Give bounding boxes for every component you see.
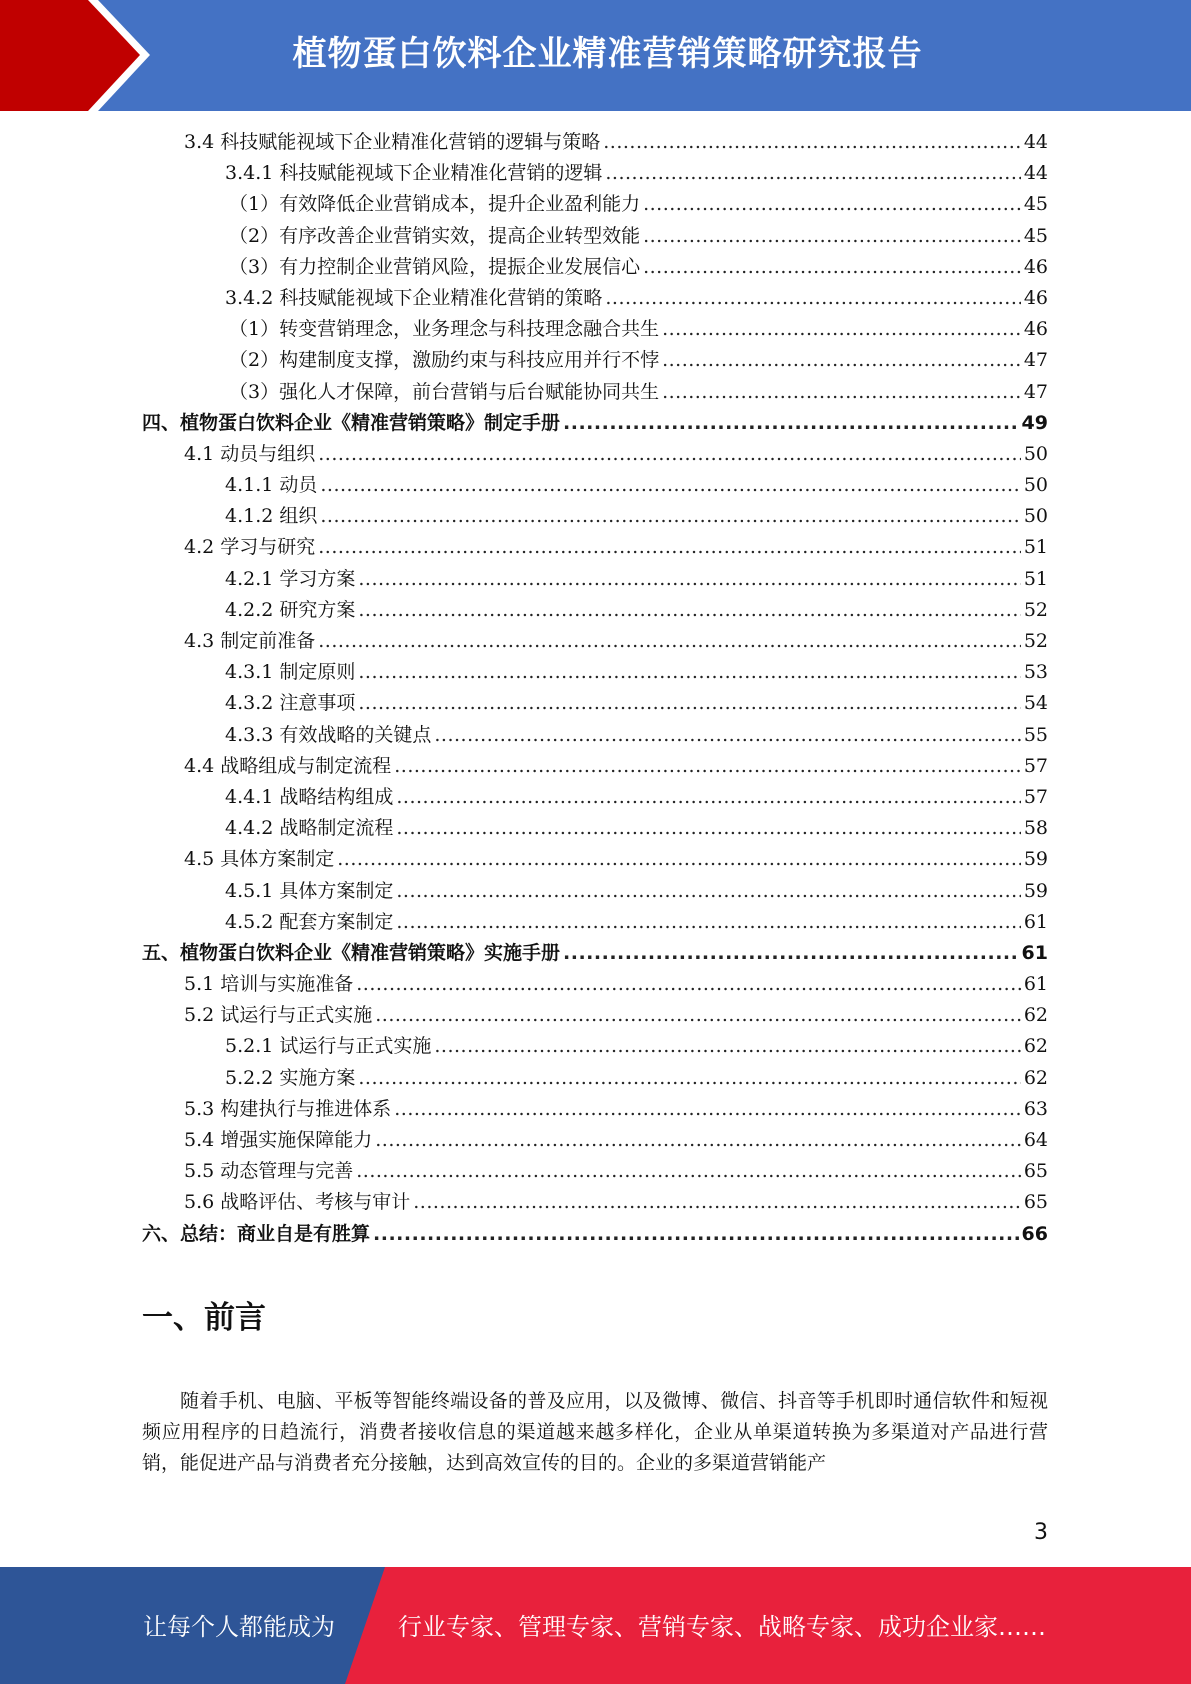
toc-entry-label: 5.1 培训与实施准备 — [184, 973, 354, 996]
toc-entry-label: 5.2 试运行与正式实施 — [184, 1004, 373, 1027]
toc-entry-page: 49 — [1021, 411, 1048, 434]
toc-dot-leader — [358, 688, 1020, 719]
toc-entry[interactable] — [142, 532, 1048, 563]
toc-entry-page: 59 — [1023, 879, 1048, 902]
toc-entry-label: （3）有力控制企业营销风险，提振企业发展信心 — [229, 255, 641, 278]
toc-dot-leader — [603, 127, 1021, 158]
footer-slogan-left: 让每个人都能成为 — [143, 1613, 335, 1641]
toc-entry[interactable] — [142, 1219, 1048, 1250]
toc-dot-leader — [662, 314, 1021, 345]
toc-entry[interactable] — [142, 782, 1048, 813]
toc-dot-leader — [320, 501, 1020, 532]
toc-entry[interactable] — [142, 626, 1048, 657]
toc-entry[interactable] — [142, 470, 1048, 501]
toc-entry-label: （2）构建制度支撑，激励约束与科技应用并行不悖 — [229, 349, 660, 372]
toc-entry[interactable] — [142, 1156, 1048, 1187]
toc-entry-page: 62 — [1023, 1066, 1048, 1089]
toc-entry-page: 50 — [1023, 505, 1048, 528]
toc-dot-leader — [337, 844, 1021, 875]
toc-entry-page: 52 — [1023, 630, 1048, 652]
toc-entry[interactable] — [142, 408, 1048, 439]
toc-entry-label: 4.1.1 动员 — [225, 474, 318, 497]
toc-entry-page: 46 — [1023, 286, 1048, 309]
toc-entry-label: 4.3 制定前准备 — [184, 630, 316, 652]
section-heading: 一、前言 — [142, 1300, 266, 1336]
toc-entry-label: 4.2 学习与研究 — [184, 536, 316, 559]
toc-entry[interactable] — [142, 439, 1048, 470]
toc-entry[interactable] — [142, 252, 1048, 283]
toc-dot-leader — [605, 283, 1020, 314]
toc-entry-page: 47 — [1023, 349, 1048, 372]
toc-entry-page: 65 — [1023, 1160, 1048, 1183]
toc-entry[interactable] — [142, 564, 1048, 595]
toc-entry-label: 3.4.1 科技赋能视域下企业精准化营销的逻辑 — [225, 162, 603, 185]
toc-entry[interactable] — [142, 221, 1048, 252]
toc-entry-label: 5.4 增强实施保障能力 — [184, 1129, 373, 1151]
toc-dot-leader — [563, 938, 1019, 969]
toc-dot-leader — [643, 189, 1021, 220]
page-footer — [0, 1567, 1191, 1684]
toc-entry[interactable] — [142, 907, 1048, 938]
toc-entry-label: （2）有序改善企业营销实效，提高企业转型效能 — [229, 224, 641, 247]
toc-dot-leader — [375, 1000, 1021, 1031]
page-header — [0, 0, 1191, 111]
toc-entry-label: 4.2.1 学习方案 — [225, 567, 356, 590]
toc-dot-leader — [358, 657, 1020, 688]
toc-dot-leader — [318, 439, 1021, 470]
toc-entry-page: 46 — [1023, 318, 1048, 341]
toc-dot-leader — [320, 470, 1020, 501]
toc-entry[interactable] — [142, 127, 1048, 158]
toc-entry[interactable] — [142, 189, 1048, 220]
toc-entry-label: 3.4 科技赋能视域下企业精准化营销的逻辑与策略 — [184, 131, 601, 153]
toc-entry[interactable] — [142, 969, 1048, 1000]
toc-entry[interactable] — [142, 813, 1048, 844]
toc-entry[interactable] — [142, 377, 1048, 408]
toc-entry-page: 63 — [1023, 1097, 1048, 1120]
toc-entry-label: 4.1 动员与组织 — [184, 442, 316, 465]
toc-dot-leader — [375, 1125, 1021, 1156]
toc-entry-label: 5.6 战略评估、考核与审计 — [184, 1191, 411, 1214]
toc-entry-page: 47 — [1023, 380, 1048, 403]
toc-entry-page: 45 — [1023, 224, 1048, 247]
toc-dot-leader — [605, 158, 1020, 189]
toc-entry-page: 44 — [1023, 131, 1048, 153]
toc-entry-label: 4.2.2 研究方案 — [225, 598, 356, 621]
toc-entry-page: 66 — [1021, 1222, 1048, 1245]
toc-dot-leader — [394, 751, 1021, 782]
toc-dot-leader — [643, 252, 1021, 283]
page-number: 3 — [1034, 1520, 1048, 1545]
toc-entry[interactable] — [142, 1125, 1048, 1156]
toc-entry[interactable] — [142, 844, 1048, 875]
toc-entry-page: 54 — [1023, 692, 1048, 715]
toc-dot-leader — [396, 813, 1020, 844]
toc-entry-page: 59 — [1023, 848, 1048, 871]
body-paragraph: 随着手机、电脑、平板等智能终端设备的普及应用，以及微博、微信、抖音等手机即时通信软件和短视频应用程序的日趋流行，消费者接收信息的渠道越来越多样化，企业从单渠道转换为多渠道对产品进行营销，能促进产品与消费者充分接触，达到高效宣传的目的。企业的多渠道营销能产 — [142, 1390, 1048, 1474]
toc-entry-label: 4.4.2 战略制定流程 — [225, 817, 394, 840]
toc-entry-page: 62 — [1023, 1004, 1048, 1027]
toc-dot-leader — [662, 345, 1021, 376]
toc-entry-label: （3）强化人才保障，前台营销与后台赋能协同共生 — [229, 380, 660, 403]
toc-entry-label: 四、植物蛋白饮料企业《精准营销策略》制定手册 — [142, 411, 561, 434]
toc-dot-leader — [434, 1031, 1020, 1062]
toc-entry-page: 61 — [1023, 910, 1048, 933]
toc-entry[interactable] — [142, 1063, 1048, 1094]
toc-entry[interactable] — [142, 657, 1048, 688]
toc-entry-page: 57 — [1023, 754, 1048, 777]
toc-dot-leader — [318, 626, 1021, 657]
toc-entry-label: 4.3.3 有效战略的关键点 — [225, 723, 432, 746]
toc-entry-label: 4.4.1 战略结构组成 — [225, 785, 394, 808]
toc-entry[interactable] — [142, 1094, 1048, 1125]
toc-entry-label: 4.4 战略组成与制定流程 — [184, 754, 392, 777]
table-of-contents — [142, 127, 1048, 1250]
toc-entry-page: 51 — [1023, 567, 1048, 590]
toc-dot-leader — [662, 377, 1021, 408]
toc-dot-leader — [358, 595, 1020, 626]
toc-entry[interactable] — [142, 283, 1048, 314]
toc-entry[interactable] — [142, 1000, 1048, 1031]
toc-entry[interactable] — [142, 595, 1048, 626]
toc-entry[interactable] — [142, 688, 1048, 719]
toc-entry-label: 5.3 构建执行与推进体系 — [184, 1097, 392, 1120]
toc-dot-leader — [373, 1219, 1019, 1250]
toc-entry-page: 50 — [1023, 474, 1048, 497]
toc-entry-page: 44 — [1023, 162, 1048, 185]
toc-entry[interactable] — [142, 314, 1048, 345]
toc-entry[interactable] — [142, 1187, 1048, 1218]
toc-entry-page: 52 — [1023, 598, 1048, 621]
toc-entry-label: 4.1.2 组织 — [225, 505, 318, 528]
toc-entry-label: 5.2.2 实施方案 — [225, 1066, 356, 1089]
toc-entry-label: 4.3.2 注意事项 — [225, 692, 356, 715]
toc-dot-leader — [396, 876, 1020, 907]
toc-entry-label: 五、植物蛋白饮料企业《精准营销策略》实施手册 — [142, 941, 561, 964]
toc-entry-label: 5.5 动态管理与完善 — [184, 1160, 354, 1183]
toc-entry-page: 45 — [1023, 193, 1048, 216]
toc-entry-label: 4.5 具体方案制定 — [184, 848, 335, 871]
toc-dot-leader — [396, 907, 1020, 938]
toc-entry-page: 55 — [1023, 723, 1048, 746]
toc-dot-leader — [396, 782, 1020, 813]
toc-entry-label: 4.5.2 配套方案制定 — [225, 910, 394, 933]
toc-dot-leader — [434, 720, 1020, 751]
toc-entry[interactable] — [142, 1031, 1048, 1062]
toc-entry[interactable] — [142, 501, 1048, 532]
footer-slogan-right: 行业专家、管理专家、营销专家、战略专家、成功企业家…… — [398, 1613, 1046, 1641]
toc-dot-leader — [413, 1187, 1021, 1218]
toc-entry-page: 46 — [1023, 255, 1048, 278]
toc-dot-leader — [394, 1094, 1021, 1125]
toc-entry[interactable] — [142, 938, 1048, 969]
toc-entry-label: 3.4.2 科技赋能视域下企业精准化营销的策略 — [225, 286, 603, 309]
toc-entry[interactable] — [142, 751, 1048, 782]
toc-dot-leader — [318, 532, 1021, 563]
toc-entry-page: 65 — [1023, 1191, 1048, 1214]
toc-entry-page: 50 — [1023, 442, 1048, 465]
toc-dot-leader — [563, 408, 1019, 439]
document-title: 植物蛋白饮料企业精准营销策略研究报告 — [292, 34, 923, 74]
toc-entry-page: 57 — [1023, 785, 1048, 808]
toc-entry-page: 64 — [1023, 1129, 1048, 1151]
toc-entry-page: 58 — [1023, 817, 1048, 840]
toc-dot-leader — [356, 1156, 1021, 1187]
toc-dot-leader — [358, 1063, 1020, 1094]
toc-entry-label: 5.2.1 试运行与正式实施 — [225, 1035, 432, 1058]
toc-entry-label: （1）有效降低企业营销成本，提升企业盈利能力 — [229, 193, 641, 216]
toc-entry-page: 61 — [1023, 973, 1048, 996]
toc-entry[interactable] — [142, 158, 1048, 189]
toc-dot-leader — [643, 221, 1021, 252]
toc-entry-label: （1）转变营销理念，业务理念与科技理念融合共生 — [229, 318, 660, 341]
toc-dot-leader — [356, 969, 1021, 1000]
toc-entry-label: 4.3.1 制定原则 — [225, 661, 356, 684]
toc-entry-label: 4.5.1 具体方案制定 — [225, 879, 394, 902]
toc-entry-page: 61 — [1021, 941, 1048, 964]
toc-entry[interactable] — [142, 876, 1048, 907]
toc-entry[interactable] — [142, 345, 1048, 376]
toc-entry-page: 62 — [1023, 1035, 1048, 1058]
toc-entry-page: 53 — [1023, 661, 1048, 684]
toc-entry-page: 51 — [1023, 536, 1048, 559]
toc-entry[interactable] — [142, 720, 1048, 751]
toc-dot-leader — [358, 564, 1020, 595]
toc-entry-label: 六、总结：商业自是有胜算 — [142, 1222, 371, 1245]
